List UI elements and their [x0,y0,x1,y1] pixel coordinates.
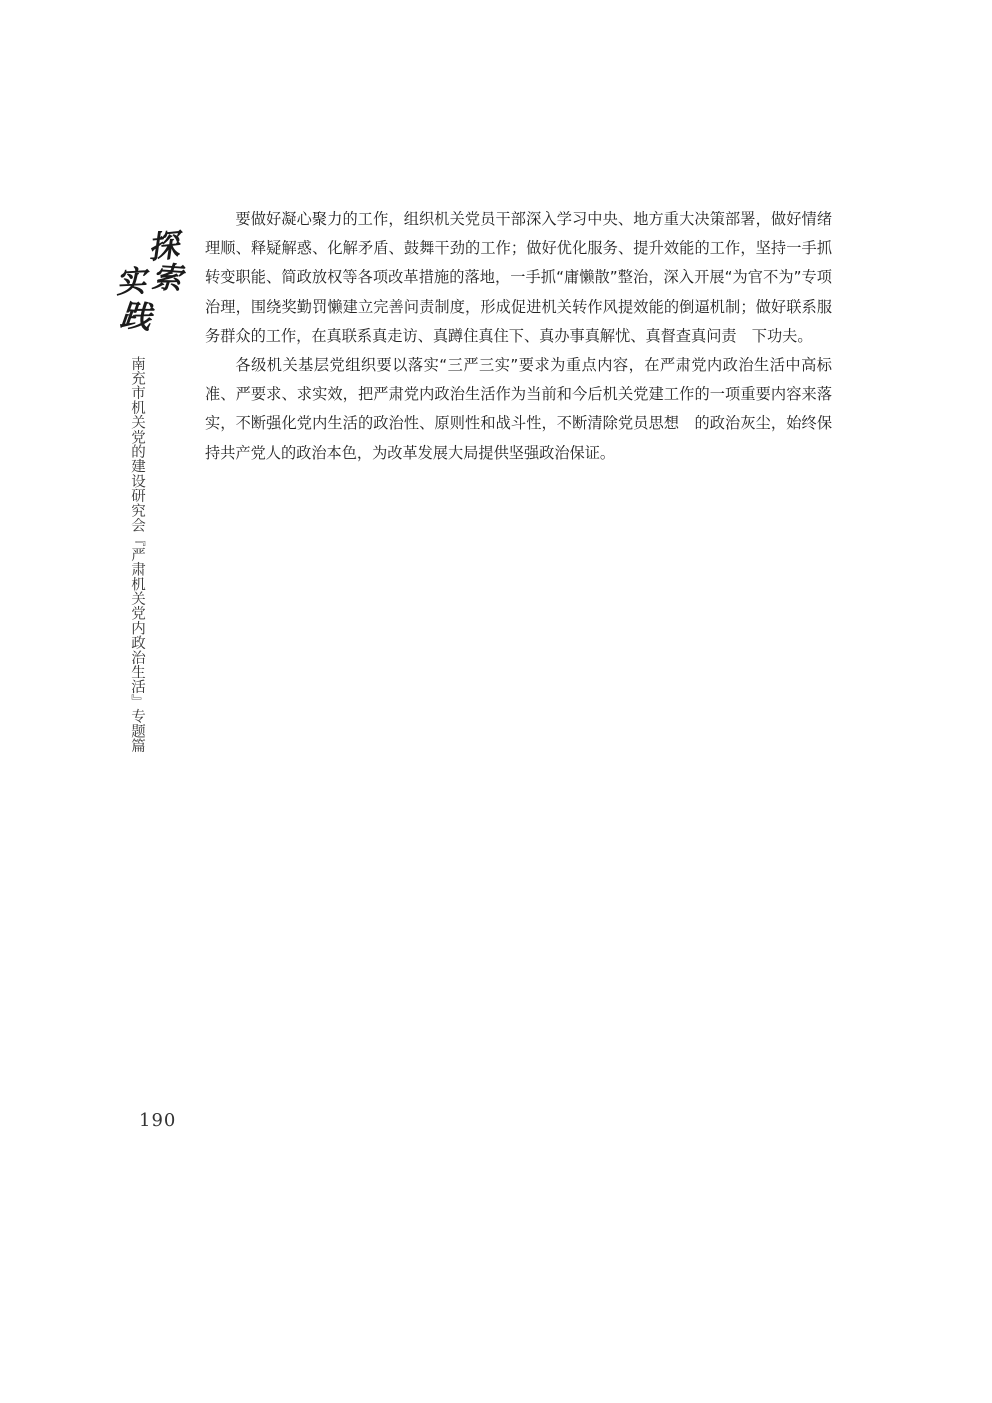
body-text [205,205,832,468]
page-number: 190 [139,1110,177,1131]
series-subtitle: 南充市机关党的建设研究会『严肃机关党内政治生活』专题篇 [129,356,145,753]
logo-char: 探 [146,227,181,267]
logo-char: 实 [115,264,147,301]
logo-char: 践 [118,297,153,337]
series-logo [112,227,184,342]
logo-char: 索 [150,259,184,298]
paragraph: 各级机关基层党组织要以落实“三严三实”要求为重点内容，在严肃党内政治生活中高标准、严要求、求实效，把严肃党内政治生活作为当前和今后机关党建工作的一项重要内容来落实，不断强化党内生活的政治性、原则性和战斗性，不断清除党员思想 的政治灰尘，始终保持共产党人的政治本色，为改革发展大局提供坚强政治保证。 [205,356,832,462]
paragraph: 要做好凝心聚力的工作，组织机关党员干部深入学习中央、地方重大决策部署，做好情绪理顺、释疑解惑、化解矛盾、鼓舞干劲的工作；做好优化服务、提升效能的工作，坚持一手抓转变职能、简政放权等各项改革措施的落地，一手抓“庸懒散”整治，深入开展“为官不为”专项治理，围绕奖勤罚懒建立完善问责制度，形成促进机关转作风提效能的倒逼机制；做好联系服务群众的工作，在真联系真走访、真蹲住真住下、真办事真解忧、真督查真问责 下功夫。 [205,210,832,345]
